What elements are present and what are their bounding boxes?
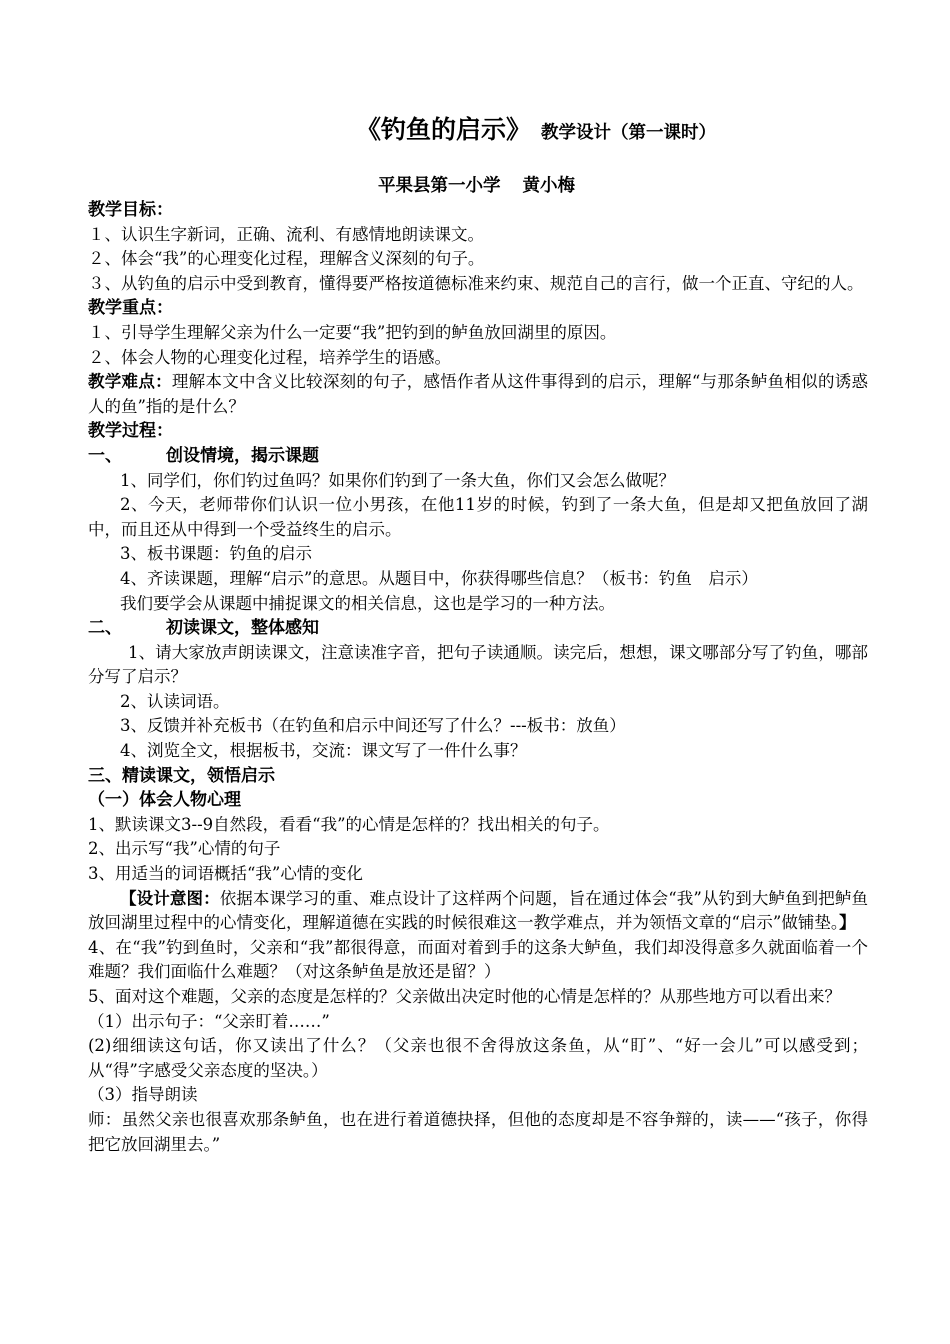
section2-number: 二、 (88, 618, 122, 639)
title-main: 《钓鱼的启示》 (356, 115, 532, 144)
section2-item: 3、反馈并补充板书（在钓鱼和启示中间还写了什么？---板书：放鱼） (120, 716, 626, 736)
section1-number: 一、 (88, 445, 122, 466)
author-line (378, 172, 575, 197)
section1-item: 2、今天，老师带你们认识一位小男孩，在他11岁的时候，钓到了一条大鱼，但是却又把鱼放回了湖中，而且还从中得到一个受益终生的启示。 (88, 495, 868, 539)
section2-item: 1、请大家放声朗读课文，注意读准字音，把句子读通顺。读完后，想想，课文哪部分写了钓鱼，哪部分写了启示？ (88, 642, 868, 687)
goal-item: １、认识生字新词，正确、流利、有感情地朗读课文。 (88, 224, 484, 244)
design-intent-paragraph (88, 887, 868, 936)
section3-subheading: （一）体会人物心理 (88, 790, 241, 811)
goals-heading: 教学目标： (88, 200, 173, 220)
author-name: 黄小梅 (522, 176, 575, 196)
section3-item: 4、在“我”钓到鱼时，父亲和“我”都很得意，而面对着到手的这条大鲈鱼，我们却没得意多久就面临着一个难题？我们面临什么难题？（对这条鲈鱼是放还是留？） (88, 937, 868, 982)
key-points-heading: 教学重点： (88, 298, 173, 319)
section1-item: 我们要学会从课题中捕捉课文的相关信息，这也是学习的一种方法。 (120, 593, 615, 613)
section3-item: （3）指导朗读 (88, 1085, 198, 1105)
section2-title: 初读课文，整体感知 (166, 618, 319, 639)
design-intent-label: 【设计意图： (120, 888, 220, 908)
section1-item: 4、齐读课题，理解“启示”的意思。从题目中，你获得哪些信息？（板书：钓鱼 启示） (120, 568, 758, 588)
section3-heading: 三、精读课文，领悟启示 (88, 765, 275, 786)
section3-item: 5、面对这个难题，父亲的态度是怎样的？父亲做出决定时他的心情是怎样的？从那些地方可以看出来？ (88, 987, 841, 1006)
section2-item: 2、认读词语。 (120, 691, 230, 711)
key-point-item: ２、体会人物的心理变化过程，培养学生的语感。 (88, 347, 451, 367)
difficulty-paragraph (88, 370, 868, 419)
goal-item: ２、体会“我”的心理变化过程，理解含义深刻的句子。 (88, 249, 485, 269)
difficulty-text: 理解本文中含义比较深刻的句子，感悟作者从这件事得到的启示，理解“与那条鲈鱼相似的诱惑人的鱼”指的是什么？ (88, 372, 869, 416)
section3-item: 3、用适当的词语概括“我”心情的变化 (88, 864, 363, 884)
section2-heading (88, 616, 868, 641)
title-sub: 教学设计（第一课时） (541, 123, 717, 143)
difficulty-label: 教学难点： (88, 372, 172, 392)
section1-item: 3、板书课题：钓鱼的启示 (120, 544, 312, 564)
section1-title: 创设情境，揭示课题 (166, 445, 319, 466)
section3-item: 师：虽然父亲也很喜欢那条鲈鱼，也在进行着道德抉择，但他的态度却是不容争辩的，读——“孩子，你得把它放回湖里去。” (88, 1109, 868, 1154)
author-school: 平果县第一小学 (378, 176, 501, 196)
section1-item: 1、同学们，你们钓过鱼吗？如果你们钓到了一条大鱼，你们又会怎么做呢？ (120, 470, 675, 490)
design-intent-end: 】 (839, 913, 856, 933)
section3-item: 1、默读课文3--9自然段，看看“我”的心情是怎样的？找出相关的句子。 (88, 814, 610, 834)
section1-heading (88, 444, 868, 469)
process-heading: 教学过程： (88, 421, 173, 442)
section3-item: (2)细细读这句话，你又读出了什么？（父亲也很不舍得放这条鱼，从“盯”、“好一会儿”可以感受到；从“得”字感受父亲态度的坚决。） (88, 1036, 868, 1080)
section3-item: 2、出示写“我”心情的句子 (88, 839, 281, 859)
key-point-item: １、引导学生理解父亲为什么一定要“我”把钓到的鲈鱼放回湖里的原因。 (88, 322, 617, 342)
document-body (88, 198, 868, 1157)
section3-item: （1）出示句子：“父亲盯着……” (88, 1011, 330, 1031)
document-title (356, 110, 716, 146)
design-intent-text: 依据本课学习的重、难点设计了这样两个问题，旨在通过体会“我”从钓到大鲈鱼到把鲈鱼放回湖里过程中的心情变化，理解道德在实践的时候很难这一教学难点，并为领悟文章的“启示”做铺垫。 (88, 888, 868, 933)
goal-item: ３、从钓鱼的启示中受到教育，懂得要严格按道德标准来约束、规范自己的言行，做一个正直、守纪的人。 (88, 273, 864, 293)
section2-item: 4、浏览全文，根据板书，交流：课文写了一件什么事？ (120, 741, 527, 761)
